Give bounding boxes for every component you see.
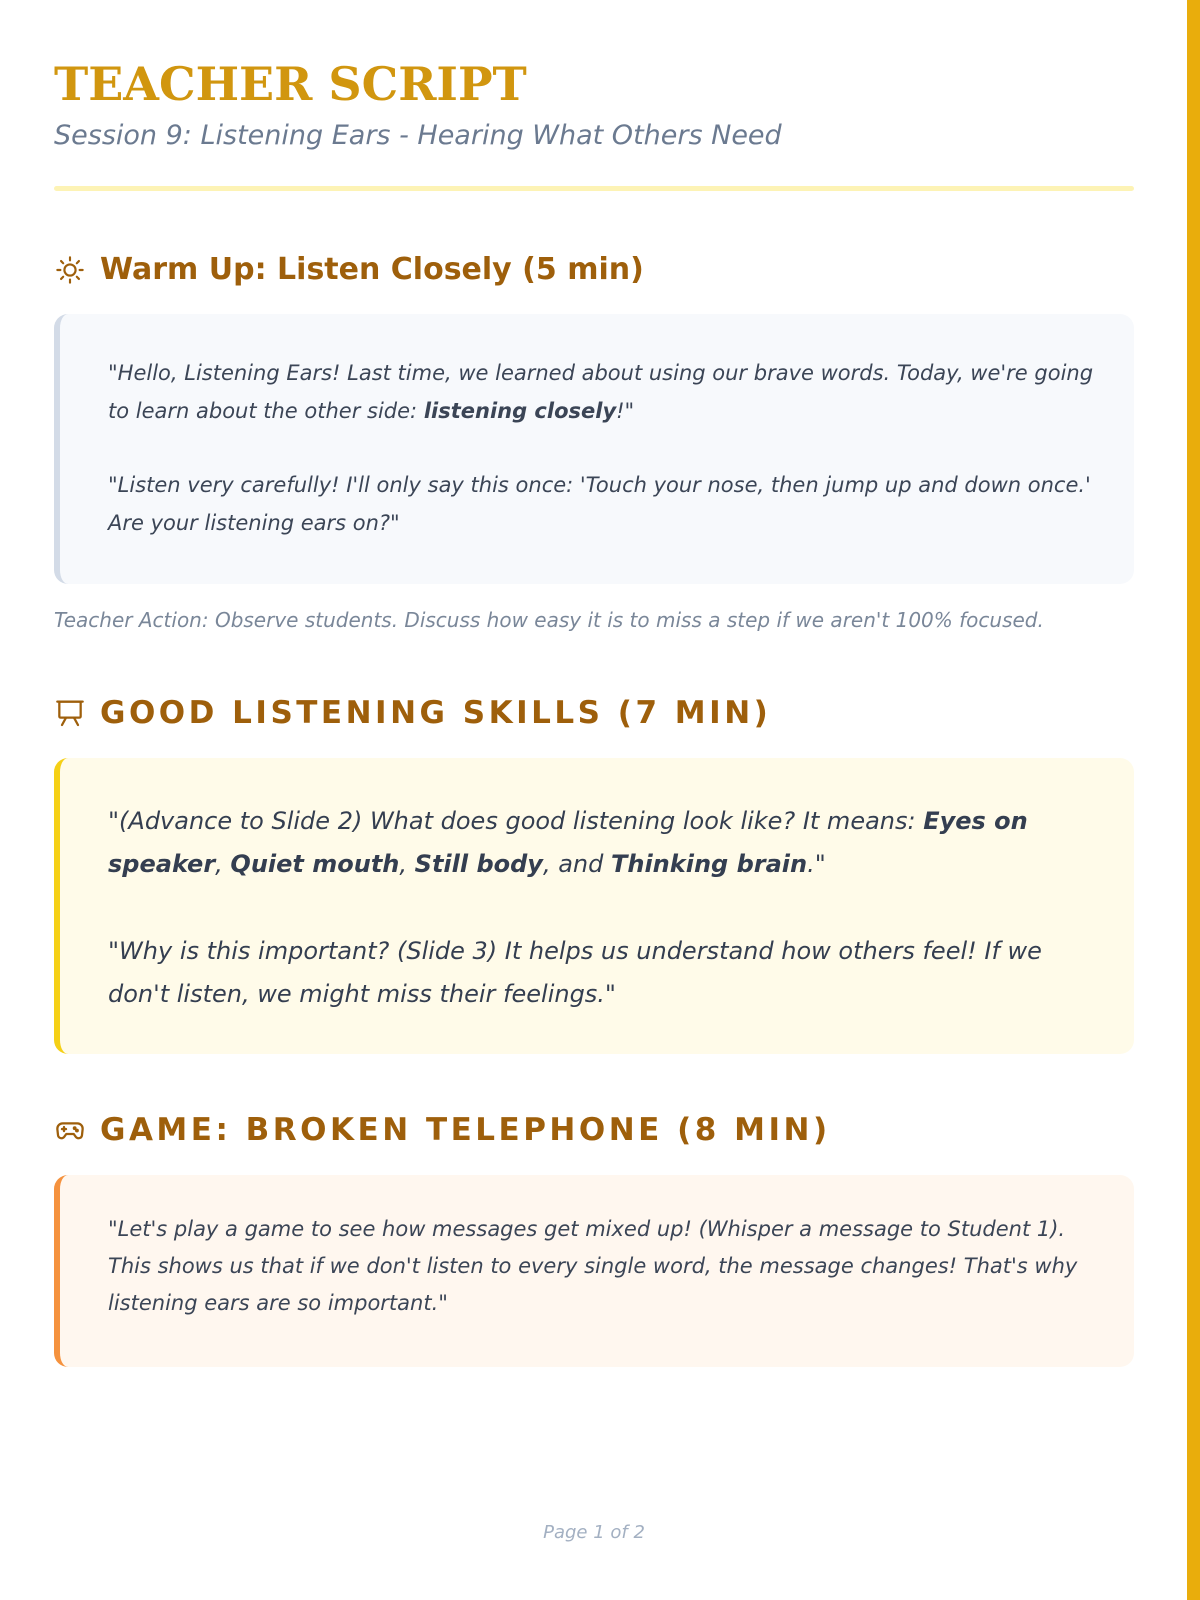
- page-title: TEACHER SCRIPT: [54, 57, 527, 111]
- emphasis-text: Eyes on speaker: [108, 807, 1028, 878]
- script-box-listening-skills: [54, 758, 1134, 1054]
- emphasis-text: Quiet mouth: [230, 850, 400, 878]
- emphasis-text: Still body: [414, 850, 543, 878]
- script-line: "Let's play a game to see how messages get mixed up! (Whisper a message to Student 1). This shows us that if we don't listen to every single word, the message changes! That's why listening ears are so important.": [108, 1217, 1078, 1315]
- section-heading-listening-skills: [54, 693, 771, 733]
- section-heading-label: GOOD LISTENING SKILLS (7 MIN): [100, 695, 772, 731]
- section-heading-warm-up: [54, 250, 644, 290]
- script-line: "Listen very carefully! I'll only say this once: 'Touch your nose, then jump up and down once.' Are your listening ears on?": [108, 473, 1091, 535]
- section-heading-label: Warm Up: Listen Closely (5 min): [100, 252, 644, 287]
- page-number: Page 1 of 2: [543, 1522, 645, 1543]
- teacher-action-note: Teacher Action: Observe students. Discuss how easy it is to miss a step if we aren't 100% focused.: [54, 608, 1044, 632]
- section-heading-label: GAME: BROKEN TELEPHONE (8 MIN): [100, 1112, 831, 1148]
- header-divider: [54, 186, 1134, 191]
- script-box-warm-up: [54, 314, 1134, 584]
- script-box-game: [54, 1175, 1134, 1367]
- session-subtitle: Session 9: Listening Ears - Hearing What Others Need: [54, 120, 782, 151]
- emphasis-text: Thinking brain: [611, 850, 808, 878]
- gamepad-icon: [54, 1114, 86, 1146]
- sun-icon: [54, 254, 86, 286]
- emphasis-text: listening closely: [423, 399, 617, 423]
- script-line: "(Advance to Slide 2) What does good listening look like? It means: Eyes on speaker, Quiet mouth, Still body, and Thinking brain.": [108, 807, 1028, 878]
- section-heading-game: [54, 1110, 831, 1150]
- right-accent-bar: [1187, 0, 1200, 1600]
- presentation-icon: [54, 697, 86, 729]
- script-line: "Why is this important? (Slide 3) It helps us understand how others feel! If we don't listen, we might miss their feelings.": [108, 937, 1042, 1008]
- script-line: "Hello, Listening Ears! Last time, we learned about using our brave words. Today, we're going to learn about the other side: listening closely!": [108, 361, 1094, 423]
